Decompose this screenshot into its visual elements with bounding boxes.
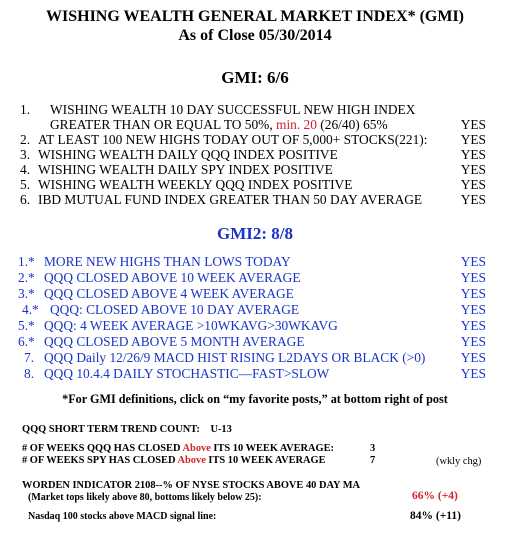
qqq-weeks-value: 3 [370,443,376,454]
gmi-item-num: 1. [20,102,31,117]
weekly-change-label: (wkly chg) [436,456,482,467]
gmi2-item [0,270,510,286]
gmi-item [0,192,510,208]
gmi2-item-text: QQQ 10.4.4 DAILY STOCHASTIC—FAST>SLOW [44,366,330,381]
gmi2-item-num: 6.* [18,334,35,349]
gmi2-item-value: YES [460,318,486,333]
gmi2-item-value: YES [460,334,486,349]
gmi-score: GMI: 6/6 [221,68,289,87]
gmi-item-value: YES [460,132,486,147]
gmi2-item [0,366,510,382]
gmi2-item-text: QQQ: CLOSED ABOVE 10 DAY AVERAGE [50,302,300,317]
gmi2-item [0,302,510,318]
nasdaq-macd-value: 84% (+11) [410,510,461,522]
gmi-item-value: YES [460,192,486,207]
gmi-item [0,162,510,178]
gmi2-item [0,334,510,350]
gmi-item [0,177,510,193]
gmi2-item-text: QQQ: 4 WEEK AVERAGE >10WKAVG>30WKAVG [44,318,338,333]
gmi2-item [0,318,510,334]
gmi2-item-text: QQQ Daily 12/26/9 MACD HIST RISING L2DAYS OR BLACK (>0) [44,350,426,365]
gmi2-item-text: MORE NEW HIGHS THAN LOWS TODAY [44,254,291,269]
gmi2-item-text: QQQ CLOSED ABOVE 5 MONTH AVERAGE [44,334,305,349]
gmi2-item-value: YES [460,302,486,317]
gmi-item-text-a: GREATER THAN OR EQUAL TO 50%, [50,117,277,132]
gmi2-item-value: YES [460,254,486,269]
gmi2-item-text: QQQ CLOSED ABOVE 4 WEEK AVERAGE [44,286,294,301]
spy-weeks-value: 7 [370,455,376,466]
gmi-item-num: 6. [20,192,31,207]
worden-indicator-note: (Market tops likely above 80, bottoms likely below 25): [28,492,262,503]
page-title: WISHING WEALTH GENERAL MARKET INDEX* (GMI) [46,8,464,25]
gmi2-item-num: 8. [24,366,35,381]
gmi2-item-num: 3.* [18,286,35,301]
gmi-item-min: min. 20 [276,117,317,132]
trend-count-value: U-13 [210,424,232,435]
gmi2-item-text: QQQ CLOSED ABOVE 10 WEEK AVERAGE [44,270,301,285]
gmi2-item-num: 7. [24,350,35,365]
worden-indicator-value: 66% (+4) [412,490,458,502]
gmi2-item-value: YES [460,350,486,365]
spy-weeks-text-a: # OF WEEKS SPY HAS CLOSED [22,455,178,466]
gmi2-item [0,350,510,366]
gmi2-item-value: YES [460,286,486,301]
gmi2-item-num: 1.* [18,254,35,269]
gmi-item [0,117,510,133]
gmi-item-text [50,117,388,133]
gmi-item-text: IBD MUTUAL FUND INDEX GREATER THAN 50 DAY AVERAGE [38,192,423,207]
gmi-item-text: AT LEAST 100 NEW HIGHS TODAY OUT OF 5,000+ STOCKS(221): [38,132,428,147]
gmi-item-text: WISHING WEALTH DAILY SPY INDEX POSITIVE [38,162,333,177]
spy-weeks-text-b: ITS 10 WEEK AVERAGE [205,455,326,466]
definitions-note: *For GMI definitions, click on “my favorite posts,” at bottom right of post [62,392,448,406]
qqq-weeks-text-b: ITS 10 WEEK AVERAGE: [210,443,335,454]
trend-count [22,424,232,435]
gmi2-item-num: 4.* [22,302,39,317]
gmi2-item-value: YES [460,366,486,381]
gmi-item-value: YES [460,177,486,192]
gmi-item [0,102,510,118]
gmi-item-value: YES [460,162,486,177]
gmi2-item-value: YES [460,270,486,285]
gmi-item-num: 2. [20,132,31,147]
gmi-item-text: WISHING WEALTH WEEKLY QQQ INDEX POSITIVE [38,177,353,192]
spy-weeks-above-word: Above [177,455,206,466]
trend-count-label: QQQ SHORT TERM TREND COUNT: [22,424,200,435]
gmi-item-num: 4. [20,162,31,177]
gmi-item-num: 5. [20,177,31,192]
page-subtitle: As of Close 05/30/2014 [178,27,332,44]
nasdaq-macd-label: Nasdaq 100 stocks above MACD signal line: [28,511,217,522]
qqq-weeks-text-a: # OF WEEKS QQQ HAS CLOSED [22,443,183,454]
qqq-weeks-above [22,443,334,454]
gmi2-item-num: 5.* [18,318,35,333]
gmi2-item [0,286,510,302]
gmi2-item [0,254,510,270]
gmi2-item-num: 2.* [18,270,35,285]
gmi-item-text: WISHING WEALTH 10 DAY SUCCESSFUL NEW HIGH INDEX [50,102,416,117]
gmi-item [0,132,510,148]
gmi-item-num: 3. [20,147,31,162]
gmi-item [0,147,510,163]
gmi-item-value: YES [460,117,486,132]
gmi2-score: GMI2: 8/8 [216,224,294,243]
qqq-weeks-above-word: Above [182,443,211,454]
gmi-item-text-b: (26/40) 65% [316,117,388,132]
gmi-item-text: WISHING WEALTH DAILY QQQ INDEX POSITIVE [38,147,338,162]
worden-indicator-title: WORDEN INDICATOR 2108--% OF NYSE STOCKS ABOVE 40 DAY MA [22,480,361,491]
gmi-item-value: YES [460,147,486,162]
spy-weeks-above [22,455,326,466]
